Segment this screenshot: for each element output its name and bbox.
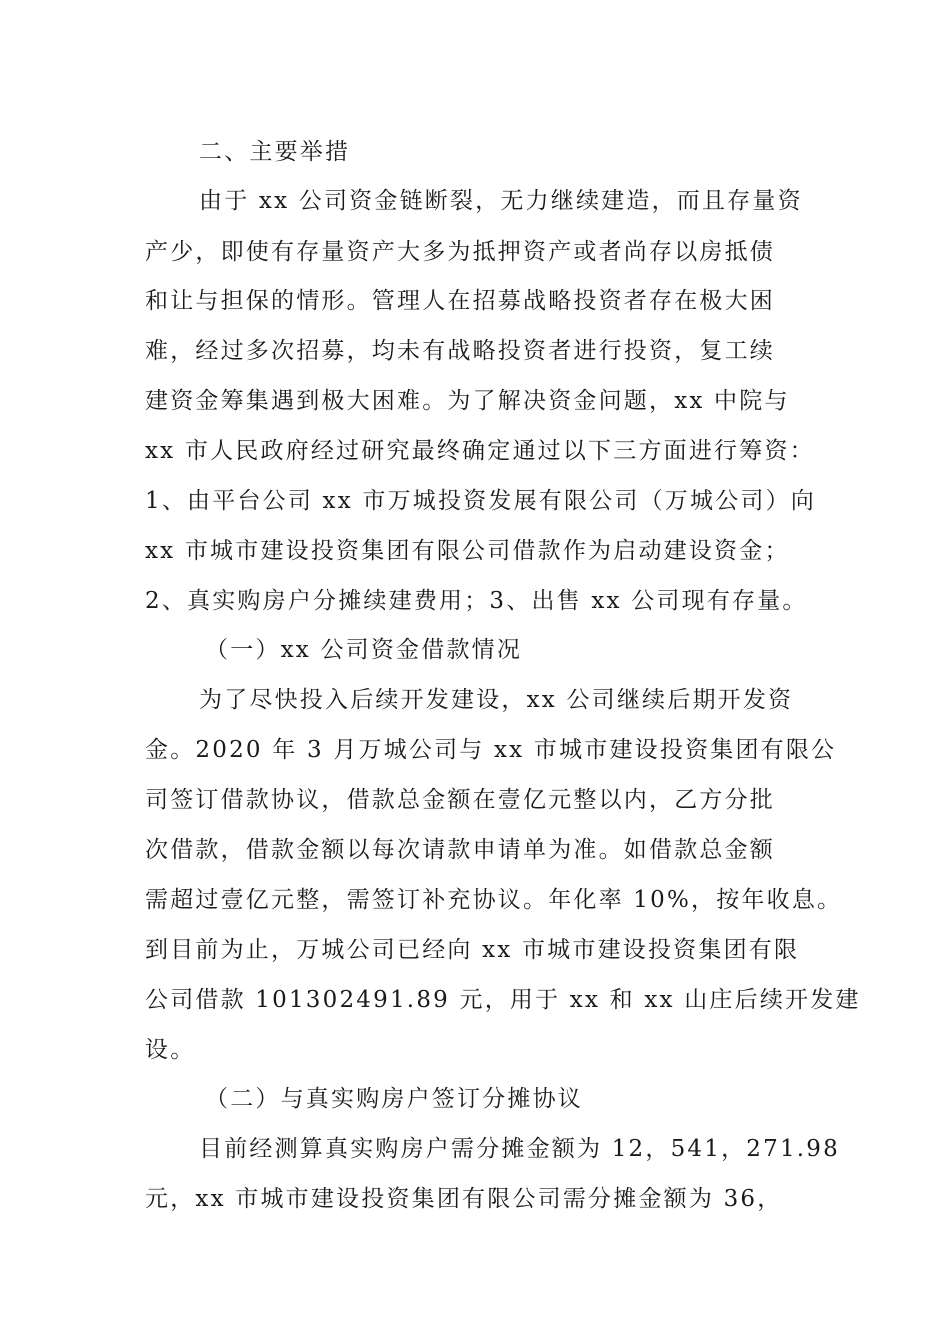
paragraph-line: 需超过壹亿元整，需签订补充协议。年化率 10%，按年收息。 <box>145 887 843 913</box>
paragraph-line: 2、真实购房户分摊续建费用；3、出售 xx 公司现有存量。 <box>145 588 808 614</box>
paragraph-line: 1、由平台公司 xx 市万城投资发展有限公司（万城公司）向 <box>145 488 816 514</box>
subsection-heading-1: （一）xx 公司资金借款情况 <box>205 637 523 663</box>
paragraph-line: 金。2020 年 3 月万城公司与 xx 市城市建设投资集团有限公 <box>145 737 837 763</box>
paragraph-line: 为了尽快投入后续开发建设，xx 公司继续后期开发资 <box>199 687 794 713</box>
paragraph-line: 次借款，借款金额以每次请款申请单为准。如借款总金额 <box>145 837 775 863</box>
paragraph-line: 产少，即使有存量资产大多为抵押资产或者尚存以房抵债 <box>145 239 775 265</box>
paragraph-line: 公司借款 101302491.89 元，用于 xx 和 xx 山庄后续开发建 <box>145 987 861 1013</box>
section-heading: 二、主要举措 <box>199 139 351 165</box>
paragraph-line: 和让与担保的情形。管理人在招募战略投资者存在极大困 <box>145 288 775 314</box>
paragraph-line: 由于 xx 公司资金链断裂，无力继续建造，而且存量资 <box>199 188 803 214</box>
paragraph-line: xx 市城市建设投资集团有限公司借款作为启动建设资金； <box>145 538 790 564</box>
paragraph-line: 难，经过多次招募，均未有战略投资者进行投资，复工续 <box>145 338 775 364</box>
paragraph-line: 到目前为止，万城公司已经向 xx 市城市建设投资集团有限 <box>145 937 800 963</box>
paragraph-line: 设。 <box>145 1037 196 1063</box>
paragraph-line: 建资金筹集遇到极大困难。为了解决资金问题，xx 中院与 <box>145 388 790 414</box>
subsection-heading-2: （二）与真实购房户签订分摊协议 <box>205 1086 583 1112</box>
paragraph-line: 司签订借款协议，借款总金额在壹亿元整以内，乙方分批 <box>145 787 775 813</box>
paragraph-line: xx 市人民政府经过研究最终确定通过以下三方面进行筹资： <box>145 438 815 464</box>
paragraph-line: 目前经测算真实购房户需分摊金额为 12，541，271.98 <box>199 1136 840 1162</box>
paragraph-line: 元，xx 市城市建设投资集团有限公司需分摊金额为 36， <box>145 1186 783 1212</box>
